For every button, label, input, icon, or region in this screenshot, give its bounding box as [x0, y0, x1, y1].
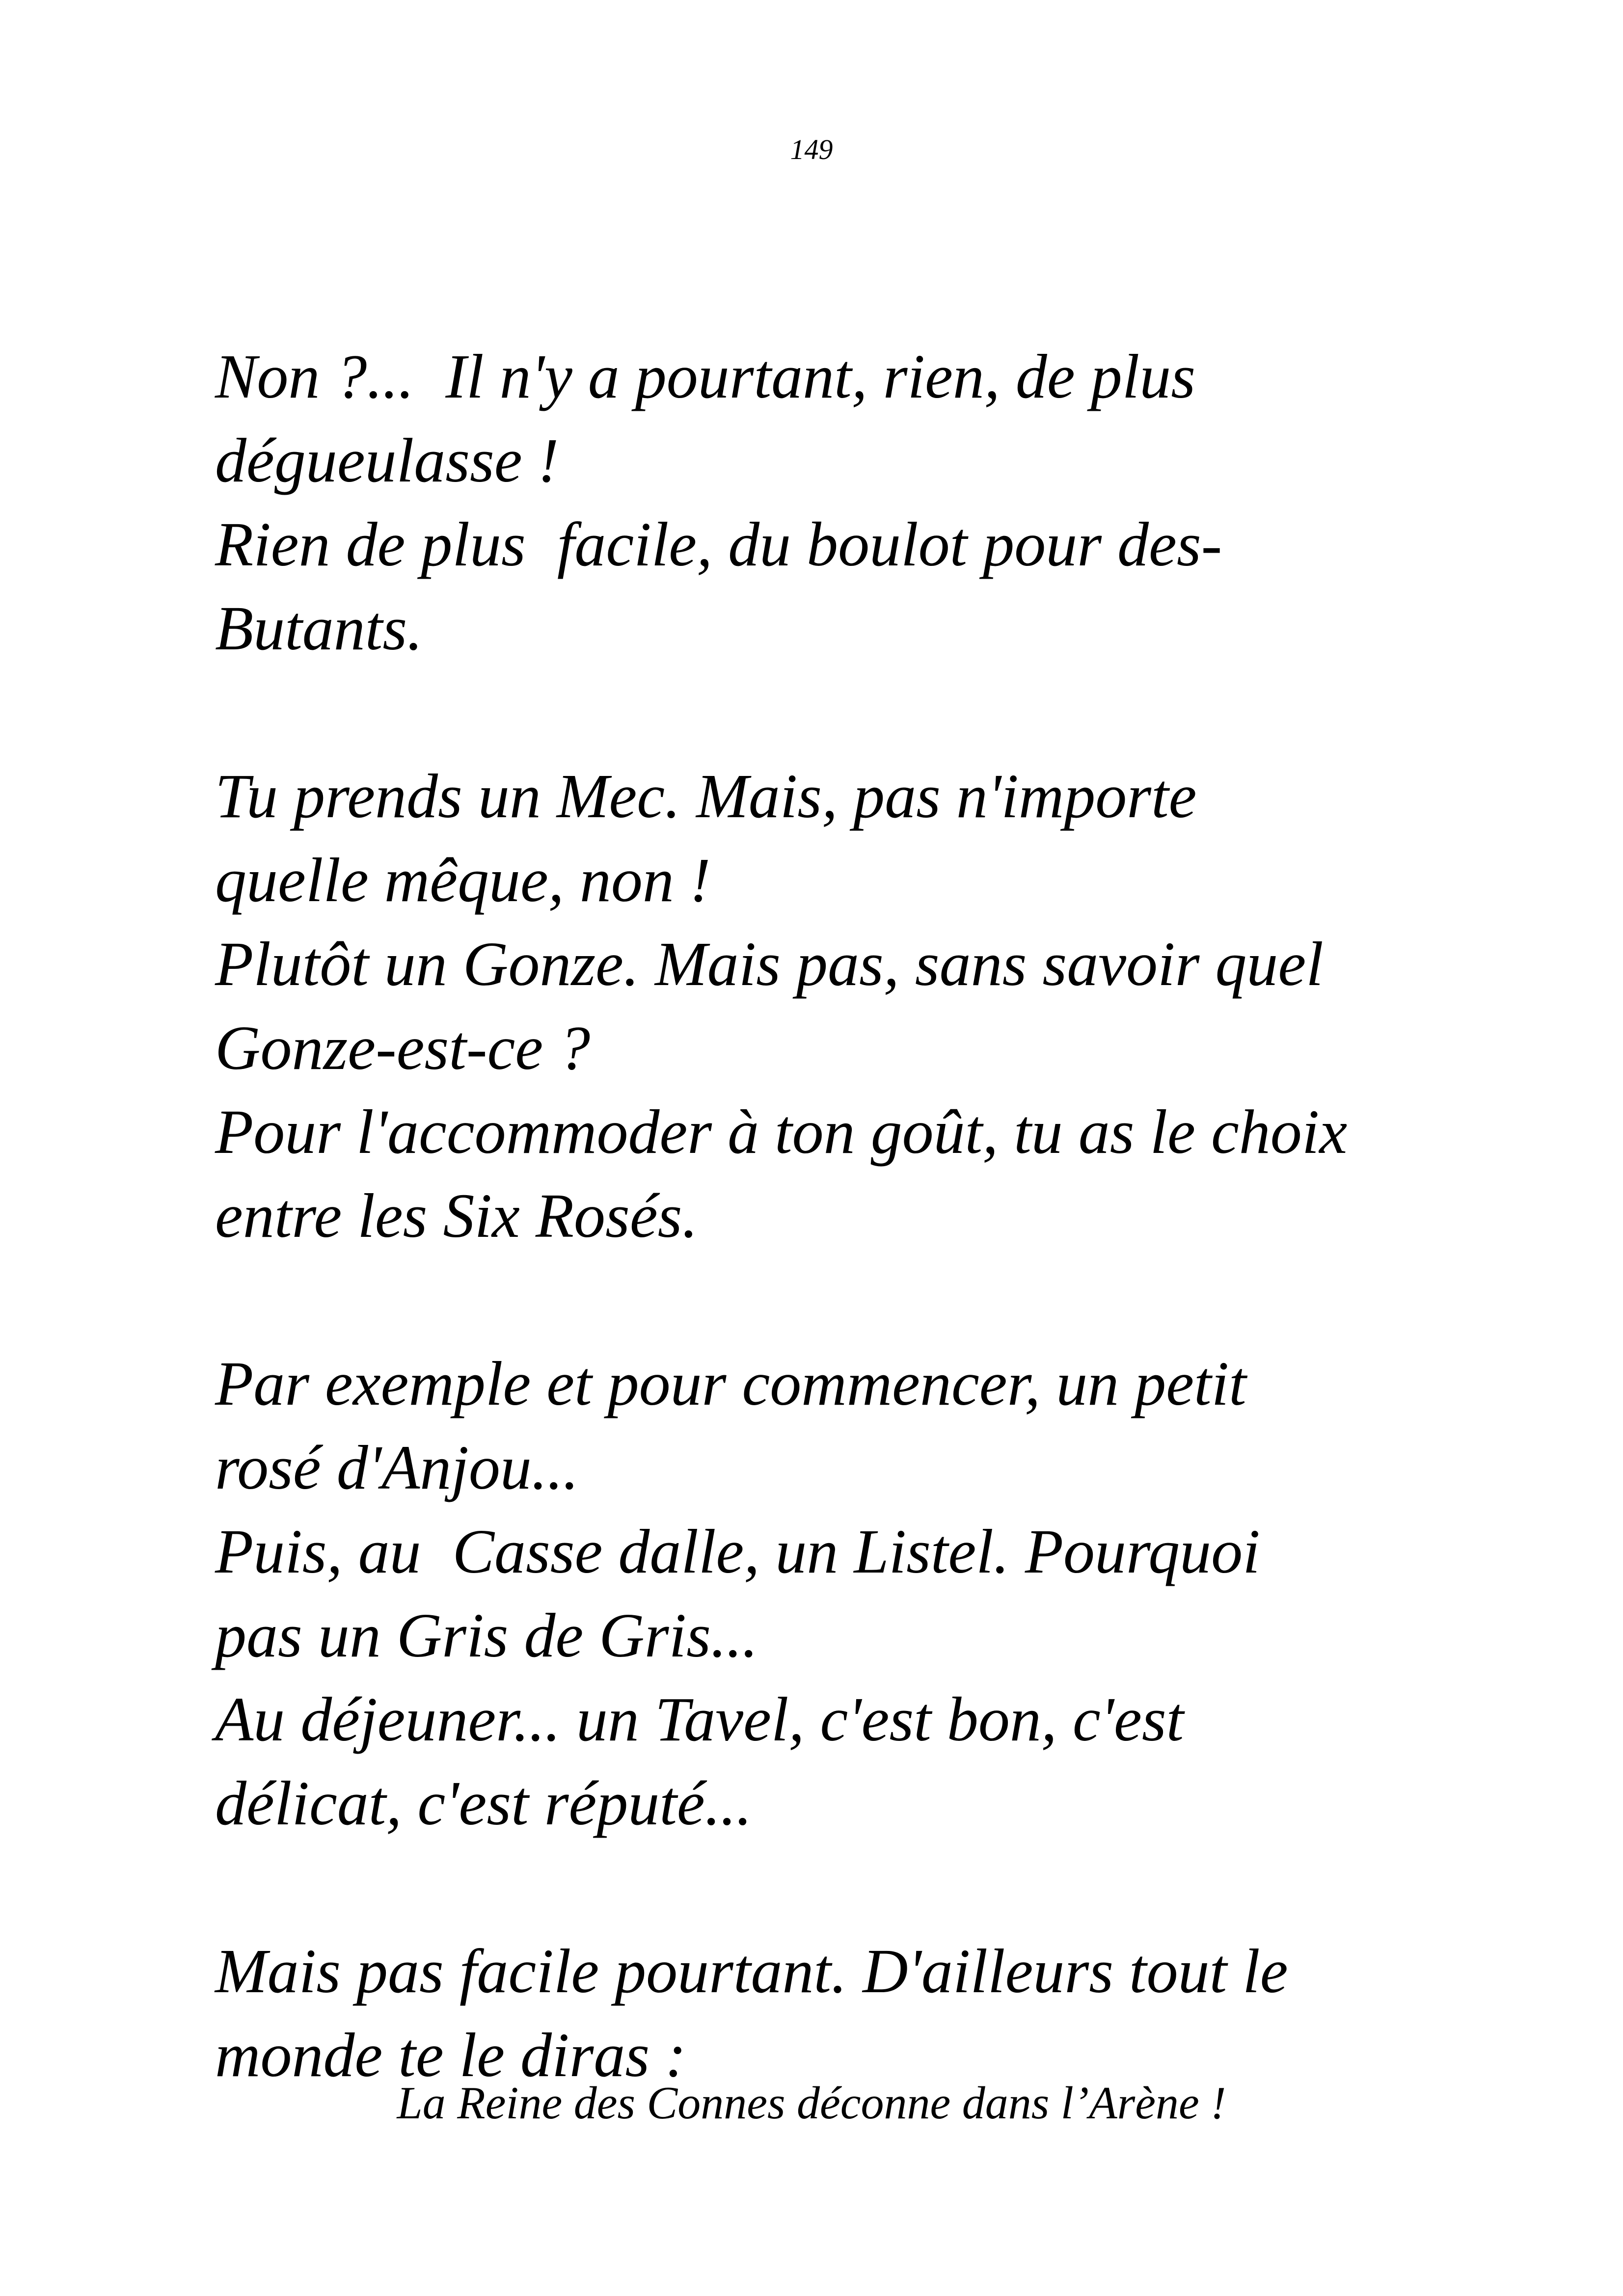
text-line: Rien de plus facile, du boulot pour des- — [215, 509, 1222, 579]
body-text — [215, 335, 1541, 2097]
text-line: rosé d'Anjou... — [215, 1433, 579, 1502]
text-line: Au déjeuner... un Tavel, c'est bon, c'est — [215, 1684, 1184, 1754]
text-line: pas un Gris de Gris... — [215, 1601, 758, 1670]
paragraph-spacer — [215, 670, 1541, 754]
text-line: délicat, c'est réputé... — [215, 1768, 752, 1838]
text-line: Mais pas facile pourtant. D'ailleurs tout le — [215, 1936, 1288, 2006]
text-line: quelle mêque, non ! — [215, 845, 711, 915]
text-line: Non ?... Il n'y a pourtant, rien, de plus — [215, 342, 1196, 411]
text-line: Tu prends un Mec. Mais, pas n'importe — [215, 761, 1197, 831]
text-line: Puis, au Casse dalle, un Listel. Pourquoi — [215, 1517, 1260, 1586]
text-line: Pour l'accommoder à ton goût, tu as le choix — [215, 1097, 1348, 1167]
page-number: 149 — [790, 133, 833, 165]
text-line: entre les Six Rosés. — [215, 1181, 698, 1251]
text-line: Par exemple et pour commencer, un petit — [215, 1349, 1246, 1418]
text-line: monde te le diras : — [215, 2020, 686, 2090]
text-line: Butants. — [215, 593, 423, 663]
closing-line: La Reine des Connes déconne dans l’Arène ! — [397, 2078, 1226, 2129]
text-line: Plutôt un Gonze. Mais pas, sans savoir quel — [215, 929, 1324, 999]
paragraph-spacer — [215, 1258, 1541, 1342]
paragraph-spacer — [215, 1845, 1541, 1929]
text-line: dégueulasse ! — [215, 426, 559, 495]
text-line: Gonze-est-ce ? — [215, 1013, 591, 1083]
